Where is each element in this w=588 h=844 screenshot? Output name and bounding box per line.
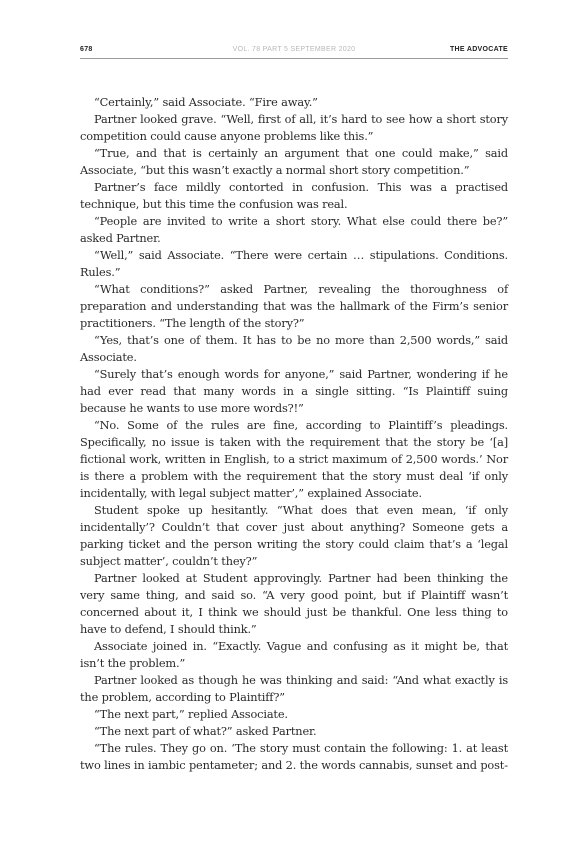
header-rule: [80, 58, 508, 59]
paragraph: “The next part,” replied Associate.: [94, 707, 288, 721]
paragraph: Partner looked grave. “Well, first of all, it’s hard to see how a short story competition could cause anyone problems like this.”: [80, 112, 508, 143]
paragraph: Partner’s face mildly contorted in confusion. This was a practised technique, but this time the confusion was real.: [80, 180, 508, 211]
paragraph: “What conditions?” asked Partner, revealing the thoroughness of preparation and understanding that was the hallmark of the Firm’s senior practitioners. “The length of the story?”: [80, 282, 508, 330]
paragraph: “No. Some of the rules are fine, according to Plaintiff’s pleadings. Specifically, no issue is taken with the requirement that the story be ‘[a] fictional work, written in English, to a strict maximum of 2,500 words.’ Nor is there a problem with the requirement that the story must deal ‘if only incidentally, with legal subject matter’,” explained Associate.: [80, 418, 508, 500]
paragraph: Student spoke up hesitantly. “What does that even mean, ‘if only incidentally’? Couldn’t that cover just about anything? Someone gets a parking ticket and the person writing the story could claim that’s a ‘legal subject matter’, couldn’t they?”: [80, 503, 508, 568]
running-header: [80, 44, 508, 58]
paragraph: “Well,” said Associate. “There were certain … stipulations. Conditions. Rules.”: [80, 248, 508, 279]
journal-name: THE ADVOCATE: [449, 46, 508, 53]
story-body: [80, 94, 508, 774]
paragraph: “True, and that is certainly an argument that one could make,” said Associate, “but this wasn’t exactly a normal short story competition.”: [80, 146, 508, 177]
paragraph: “People are invited to write a short story. What else could there be?” asked Partner.: [80, 214, 508, 245]
paragraph: “The rules. They go on. ‘The story must contain the following: 1. at least two lines in iambic pentameter; and 2. the words cannabis, sunset and post-: [80, 741, 508, 772]
page-number: 678: [80, 46, 93, 53]
paragraph: “Yes, that’s one of them. It has to be no more than 2,500 words,” said Associate.: [80, 333, 508, 364]
paragraph: “The next part of what?” asked Partner.: [94, 724, 317, 738]
paragraph: “Certainly,” said Associate. “Fire away.”: [94, 95, 318, 109]
paragraph: Associate joined in. “Exactly. Vague and confusing as it might be, that isn’t the problem.”: [80, 639, 508, 670]
paragraph: “Surely that’s enough words for anyone,” said Partner, wondering if he had ever read that many words in a single sitting. “Is Plaintiff suing because he wants to use more words?!”: [80, 367, 508, 415]
paragraph: Partner looked as though he was thinking and said: “And what exactly is the problem, according to Plaintiff?”: [80, 673, 508, 704]
paragraph: Partner looked at Student approvingly. Partner had been thinking the very same thing, and said so. “A very good point, but if Plaintiff wasn’t concerned about it, I think we should just be thankful. One less thing to have to defend, I should think.”: [80, 571, 508, 636]
journal-issue-info: VOL. 78 PART 5 SEPTEMBER 2020: [232, 46, 356, 53]
